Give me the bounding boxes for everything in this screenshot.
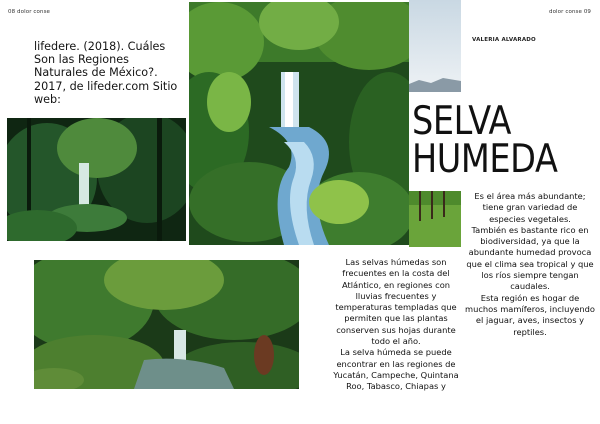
page-number-right: dolor conse 09 — [549, 9, 592, 15]
grass-field-photo — [409, 191, 461, 247]
article-title — [412, 99, 575, 182]
title-line-2: HUMEDA — [412, 137, 558, 182]
citation-text: lifedere. (2018). Cuáles Son las Regiones Naturales de México?. 2017, de lifeder.com Sitio web: — [34, 40, 178, 106]
author-name: VALERIA ALVARADO — [472, 37, 536, 43]
body-text-right — [464, 191, 596, 338]
landscape-sky-photo — [409, 0, 461, 92]
body-right-text: Es el área más abundante; tiene gran variedad de especies vegetales. También es bastante rico en biodiversidad, ya que la abundante humedad provoca que el clima sea tropical y que los ríos siempre tengan caudales. Esta región es hogar de muchos mamíferos, incluyendo el jaguar, aves, insectos y reptiles. — [465, 191, 595, 337]
title-line-1: SELVA — [412, 99, 512, 144]
body-middle-text: Las selvas húmedas son frecuentes en la costa del Atlántico, en regiones con lluvias frecuentes y temperaturas templadas que permiten que las plantas conserven sus hojas durante todo el año. La selva húmeda se puede encontrar en las regiones de Yucatán, Campeche, Quintana Roo, Tabasco, Chiapas y — [333, 257, 459, 392]
waterfall-jungle-photo-large — [189, 2, 409, 245]
forest-stream-photo-bottom — [34, 260, 299, 389]
page-number-left: 08 dolor conse — [8, 9, 51, 15]
forest-waterfall-photo-left — [7, 118, 186, 241]
body-text-middle — [332, 257, 460, 393]
